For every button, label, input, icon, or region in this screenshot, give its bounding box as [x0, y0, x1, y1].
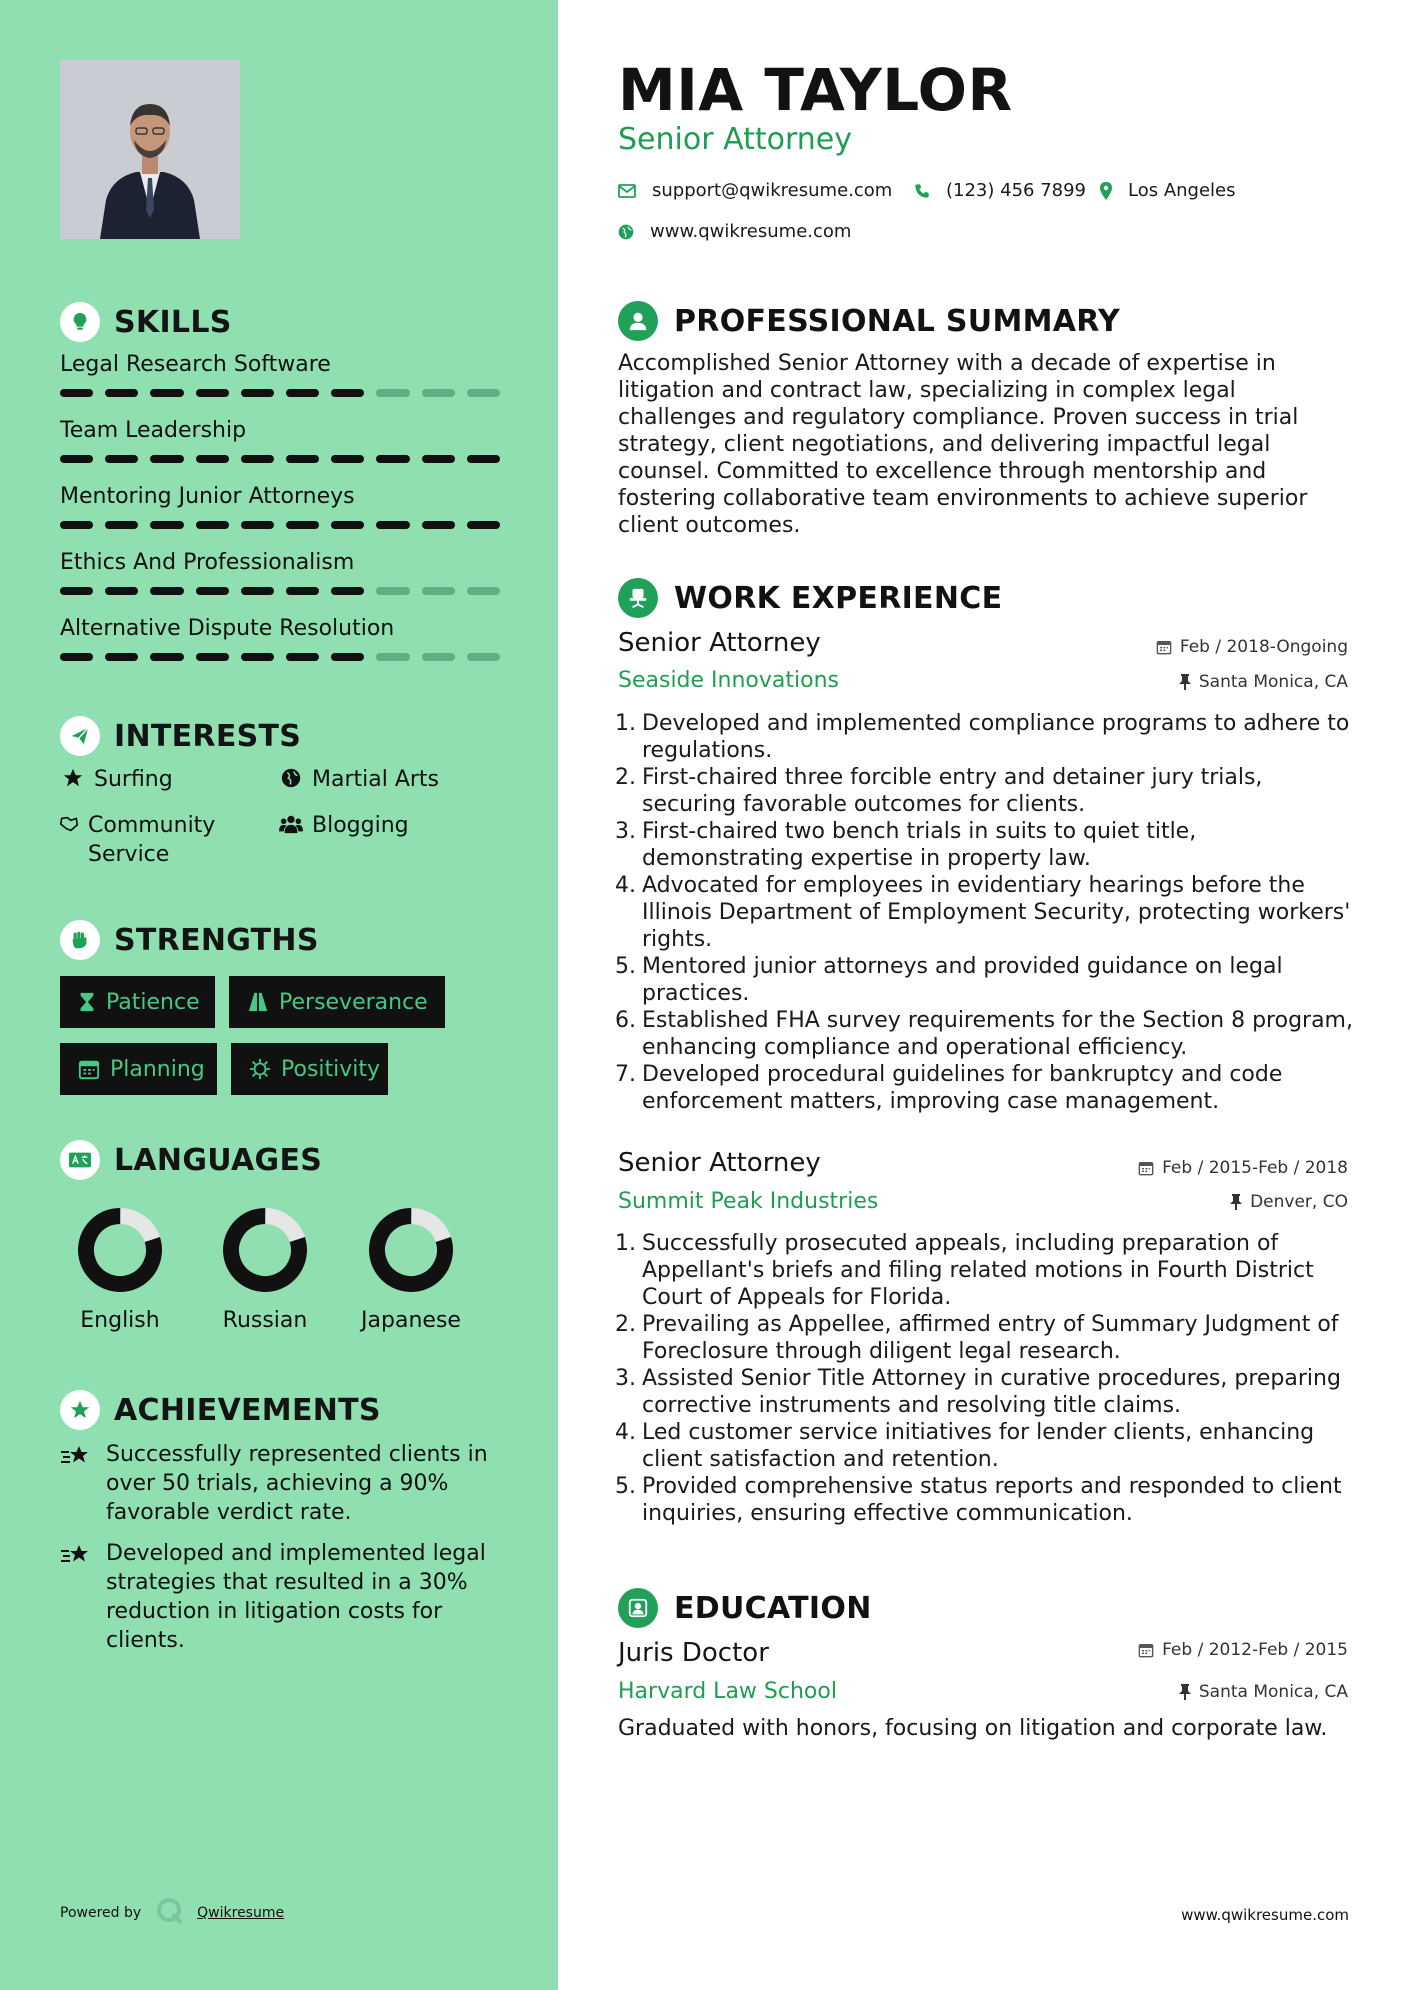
skill-rating-segment [105, 455, 138, 463]
interest-label: Blogging [312, 813, 409, 838]
work-heading [618, 578, 1002, 618]
phone-text: (123) 456 7899 [946, 180, 1087, 201]
skill-rating-segment [150, 455, 183, 463]
skill-rating-segment [331, 455, 364, 463]
language-item [195, 1206, 335, 1333]
achievement-text: Successfully represented clients in over 50 trials, achieving a 90% favorable verdict rate. [106, 1442, 488, 1525]
education-title: EDUCATION [674, 1590, 872, 1626]
skill-rating-segment [196, 389, 229, 397]
duty-number: 6. [615, 1008, 636, 1033]
skill-item [60, 484, 500, 529]
qwikresume-logo-icon [155, 1896, 185, 1930]
job-location-text: Denver, CO [1250, 1192, 1348, 1212]
education-location [1179, 1682, 1348, 1702]
strength-label: Planning [110, 1056, 205, 1082]
job-location [1179, 672, 1348, 692]
summary-heading [618, 301, 1120, 341]
users-icon [278, 811, 304, 835]
job-duties [610, 1230, 1355, 1527]
skill-rating-segment [376, 587, 409, 595]
skill-rating [60, 521, 500, 529]
job-title: Senior Attorney [618, 1148, 821, 1178]
skill-rating-segment [241, 653, 274, 661]
skill-rating-segment [467, 389, 500, 397]
powered-by-label: Powered by [60, 1905, 142, 1921]
skill-rating-segment [196, 455, 229, 463]
calendar-icon [1138, 1160, 1154, 1176]
skills-heading [60, 302, 232, 342]
achievement-item [60, 1440, 500, 1527]
skill-rating-segment [286, 653, 319, 661]
job-company: Summit Peak Industries [618, 1189, 879, 1214]
achievements-heading [60, 1390, 381, 1430]
strength-badge [60, 1043, 217, 1095]
skill-rating-segment [241, 389, 274, 397]
skill-rating-segment [422, 521, 455, 529]
skill-rating-segment [60, 653, 93, 661]
skill-rating-segment [105, 653, 138, 661]
office-chair-icon [618, 578, 658, 618]
summary-title: PROFESSIONAL SUMMARY [674, 303, 1121, 339]
duty-item [610, 818, 1355, 872]
profile-photo [60, 60, 240, 239]
achievements-title: ACHIEVEMENTS [114, 1392, 381, 1428]
skill-rating-segment [196, 587, 229, 595]
language-gauge [367, 1206, 455, 1294]
skill-rating-segment [467, 587, 500, 595]
duty-item [610, 1311, 1355, 1365]
skill-rating-segment [422, 653, 455, 661]
skill-rating-segment [467, 521, 500, 529]
skill-name: Legal Research Software [60, 352, 331, 377]
map-pin-icon [1100, 182, 1112, 200]
skill-rating-segment [376, 389, 409, 397]
skill-rating-segment [422, 389, 455, 397]
paper-plane-icon [60, 716, 100, 756]
skill-rating-segment [60, 455, 93, 463]
skill-rating-segment [376, 653, 409, 661]
education-description: Graduated with honors, focusing on litigation and corporate law. [618, 1716, 1328, 1741]
skill-rating-segment [467, 455, 500, 463]
duty-text: Mentored junior attorneys and provided guidance on legal practices. [642, 954, 1283, 1006]
duty-text: Advocated for employees in evidentiary hearings before the Illinois Department of Employment Security, protecting workers' rights. [642, 873, 1351, 952]
job-dates [1138, 1158, 1348, 1178]
duty-item [610, 872, 1355, 953]
duty-number: 2. [615, 1312, 636, 1337]
duty-number: 3. [615, 819, 636, 844]
education-location-text: Santa Monica, CA [1198, 1682, 1348, 1702]
lightbulb-icon [60, 302, 100, 342]
duty-text: First-chaired two bench trials in suits to quiet title, demonstrating expertise in property law. [642, 819, 1197, 871]
calendar-icon [1156, 639, 1172, 655]
skill-rating-segment [105, 389, 138, 397]
skill-rating-segment [150, 521, 183, 529]
skill-rating-segment [286, 455, 319, 463]
contact-location [1100, 180, 1236, 201]
candidate-name: MIA TAYLOR [618, 56, 1013, 124]
language-name: Russian [222, 1308, 308, 1333]
footer-url[interactable]: www.qwikresume.com [1181, 1906, 1349, 1924]
skill-item [60, 418, 500, 463]
skill-rating-segment [105, 587, 138, 595]
skill-item [60, 550, 500, 595]
interest-label: Community Service [88, 813, 216, 867]
skill-rating-segment [331, 587, 364, 595]
handshake-icon [58, 811, 80, 835]
duty-number: 1. [615, 1231, 636, 1256]
interest-label: Surfing [94, 767, 173, 792]
strengths-title: STRENGTHS [114, 922, 319, 958]
pushpin-icon [1230, 1194, 1242, 1210]
job-title: Senior Attorney [618, 628, 821, 658]
skill-rating-segment [196, 521, 229, 529]
duty-item [610, 1230, 1355, 1311]
job-company: Seaside Innovations [618, 668, 839, 693]
pushpin-icon [1179, 674, 1191, 690]
website-text: www.qwikresume.com [650, 221, 852, 242]
skill-rating-segment [60, 587, 93, 595]
skill-rating-segment [286, 521, 319, 529]
skill-item [60, 616, 500, 661]
duty-item [610, 1365, 1355, 1419]
globe-icon [618, 224, 634, 240]
duty-item [610, 1473, 1355, 1527]
skill-name: Team Leadership [60, 418, 247, 443]
education-school: Harvard Law School [618, 1679, 837, 1704]
language-gauge [221, 1206, 309, 1294]
duty-item [610, 764, 1355, 818]
skill-rating-segment [467, 653, 500, 661]
job-location [1230, 1192, 1348, 1212]
strength-badge [231, 1043, 388, 1095]
skill-rating-segment [422, 455, 455, 463]
language-gauge [76, 1206, 164, 1294]
language-icon [60, 1140, 100, 1180]
skill-name: Mentoring Junior Attorneys [60, 484, 355, 509]
education-dates-text: Feb / 2012-Feb / 2015 [1162, 1640, 1348, 1660]
skill-rating-segment [150, 587, 183, 595]
skill-rating-segment [286, 587, 319, 595]
language-gauge-fill [222, 1207, 308, 1293]
interest-item [60, 765, 173, 794]
duty-item [610, 953, 1355, 1007]
job-dates-text: Feb / 2018-Ongoing [1179, 637, 1348, 657]
interest-item [278, 811, 409, 840]
skill-rating [60, 587, 500, 595]
interest-item [278, 765, 439, 794]
graduation-icon [618, 1588, 658, 1628]
award-star-icon [60, 1390, 100, 1430]
work-title: WORK EXPERIENCE [674, 580, 1003, 616]
powered-by [60, 1896, 284, 1930]
qwikresume-link[interactable]: Qwikresume [197, 1905, 285, 1921]
duty-text: Established FHA survey requirements for the Section 8 program, enhancing compliance and operational efficiency. [642, 1008, 1353, 1060]
achievement-item [60, 1539, 500, 1655]
skill-rating-segment [241, 587, 274, 595]
shooting-star-icon [60, 1539, 94, 1575]
skill-name: Alternative Dispute Resolution [60, 616, 395, 641]
sidebar [0, 0, 558, 1990]
duty-number: 5. [615, 954, 636, 979]
language-item [50, 1206, 190, 1333]
skill-rating-segment [331, 389, 364, 397]
duty-text: Developed and implemented compliance programs to adhere to regulations. [642, 711, 1350, 763]
strength-label: Perseverance [279, 989, 428, 1015]
envelope-icon [618, 184, 636, 198]
education-degree: Juris Doctor [618, 1638, 769, 1668]
languages-heading [60, 1140, 322, 1180]
star-icon [60, 765, 86, 789]
duty-number: 5. [615, 1474, 636, 1499]
location-text: Los Angeles [1128, 180, 1236, 201]
skill-rating-segment [422, 587, 455, 595]
duty-item [610, 1007, 1355, 1061]
language-gauge-fill [368, 1207, 454, 1293]
duty-text: Developed procedural guidelines for bankruptcy and code enforcement matters, improving case management. [642, 1062, 1283, 1114]
email-text: support@qwikresume.com [652, 180, 893, 201]
strength-label: Positivity [281, 1056, 381, 1082]
calendar-icon [78, 1058, 100, 1080]
skill-rating-segment [150, 389, 183, 397]
skills-title: SKILLS [114, 304, 232, 340]
skill-rating-segment [241, 455, 274, 463]
fist-icon [60, 920, 100, 960]
skill-rating-segment [331, 653, 364, 661]
strength-badge [60, 976, 215, 1028]
skill-rating-segment [60, 521, 93, 529]
language-name: Japanese [361, 1308, 461, 1333]
skill-rating-segment [196, 653, 229, 661]
skill-rating-segment [241, 521, 274, 529]
phone-icon [914, 183, 930, 199]
duty-number: 1. [615, 711, 636, 736]
interests-heading [60, 716, 301, 756]
strengths-heading [60, 920, 319, 960]
education-dates [1138, 1640, 1348, 1660]
duty-text: Successfully prosecuted appeals, including preparation of Appellant's briefs and filing related motions in Fourth District Court of Appeals for Florida. [642, 1231, 1314, 1310]
duty-number: 3. [615, 1366, 636, 1391]
road-icon [247, 991, 269, 1013]
duty-number: 4. [615, 1420, 636, 1445]
achievement-text: Developed and implemented legal strategies that resulted in a 30% reduction in litigation costs for clients. [106, 1541, 486, 1653]
skill-rating [60, 653, 500, 661]
user-icon [618, 301, 658, 341]
job-duties [610, 710, 1355, 1115]
sun-icon [249, 1058, 271, 1080]
contact-email[interactable] [618, 180, 892, 201]
interest-label: Martial Arts [312, 767, 440, 792]
shooting-star-icon [60, 1440, 94, 1476]
duty-text: First-chaired three forcible entry and detainer jury trials, securing favorable outcomes for clients. [642, 765, 1263, 817]
language-name: English [80, 1308, 160, 1333]
skill-rating-segment [60, 389, 93, 397]
job-location-text: Santa Monica, CA [1198, 672, 1348, 692]
duty-item [610, 1419, 1355, 1473]
duty-item [610, 710, 1355, 764]
summary-text: Accomplished Senior Attorney with a decade of expertise in litigation and contract law, specializing in complex legal challenges and regulatory compliance. Proven success in trial strategy, client negotiations, and delivering impactful legal counsel. Committed to excellence through mentorship and fostering collaborative team environments to achieve superior client outcomes. [618, 351, 1308, 538]
pushpin-icon [1179, 1684, 1191, 1700]
duty-number: 2. [615, 765, 636, 790]
duty-number: 4. [615, 873, 636, 898]
skill-rating-segment [150, 653, 183, 661]
contact-website[interactable] [618, 221, 851, 242]
job-dates [1156, 637, 1348, 657]
candidate-title: Senior Attorney [618, 122, 852, 157]
duty-item [610, 1061, 1355, 1115]
skill-name: Ethics And Professionalism [60, 550, 355, 575]
interests-title: INTERESTS [114, 718, 302, 754]
hourglass-icon [78, 991, 96, 1013]
job-dates-text: Feb / 2015-Feb / 2018 [1162, 1158, 1348, 1178]
strength-badge [229, 976, 445, 1028]
interest-item [58, 811, 258, 869]
skill-rating [60, 455, 500, 463]
education-heading [618, 1588, 872, 1628]
duty-text: Led customer service initiatives for lender clients, enhancing client satisfaction and retention. [642, 1420, 1315, 1472]
language-item [341, 1206, 481, 1333]
globe-icon [278, 765, 304, 789]
duty-text: Provided comprehensive status reports and responded to client inquiries, ensuring effective communication. [642, 1474, 1342, 1526]
calendar-icon [1138, 1642, 1154, 1658]
skill-rating-segment [286, 389, 319, 397]
duty-text: Assisted Senior Title Attorney in curative procedures, preparing corrective instruments and resolving title claims. [642, 1366, 1341, 1418]
contact-phone[interactable] [914, 180, 1086, 201]
language-gauge-fill [77, 1207, 163, 1293]
skill-rating-segment [376, 455, 409, 463]
languages-title: LANGUAGES [114, 1142, 323, 1178]
skill-rating-segment [331, 521, 364, 529]
skill-rating-segment [376, 521, 409, 529]
skill-rating-segment [105, 521, 138, 529]
duty-number: 7. [615, 1062, 636, 1087]
duty-text: Prevailing as Appellee, affirmed entry of Summary Judgment of Foreclosure through diligent legal research. [642, 1312, 1339, 1364]
skill-item [60, 352, 500, 397]
skill-rating [60, 389, 500, 397]
strength-label: Patience [106, 989, 200, 1015]
